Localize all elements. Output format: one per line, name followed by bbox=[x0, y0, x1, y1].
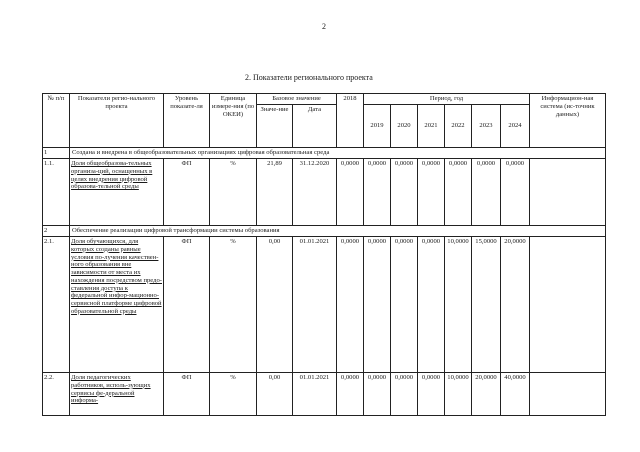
row-base-value: 0,00 bbox=[257, 373, 293, 416]
header-year-2021: 2021 bbox=[418, 105, 445, 148]
row-value-2020: 0,0000 bbox=[391, 159, 418, 226]
header-row-top bbox=[43, 94, 606, 105]
row-value-2024: 40,0000 bbox=[501, 373, 530, 416]
header-base-date: Дата bbox=[293, 105, 337, 148]
header-year-2019: 2019 bbox=[364, 105, 391, 148]
row-value-2019: 0,0000 bbox=[364, 373, 391, 416]
header-num: № п/п bbox=[43, 94, 70, 148]
row-value-2023: 15,0000 bbox=[472, 237, 501, 373]
row-value-2018: 0,0000 bbox=[337, 159, 364, 226]
section-title: 2. Показатели регионального проекта bbox=[245, 73, 373, 82]
row-value-2020: 0,0000 bbox=[391, 373, 418, 416]
row-unit: % bbox=[210, 237, 257, 373]
row-value-2023: 0,0000 bbox=[472, 159, 501, 226]
row-name: Доля обучающихся, для которых созданы равные условия по-лучения качествен-ного образования вне зависимости от места их нахождения посредством предо-ставления доступа к федеральной инфор-мационно-сервисной платформе цифровой образовательной среды bbox=[70, 237, 164, 373]
section-num: 1 bbox=[43, 148, 70, 159]
row-base-date: 31.12.2020 bbox=[293, 159, 337, 226]
row-unit: % bbox=[210, 373, 257, 416]
row-level: ФП bbox=[164, 373, 210, 416]
header-year-2024: 2024 bbox=[501, 105, 530, 148]
row-value-2018: 0,0000 bbox=[337, 237, 364, 373]
row-value-2019: 0,0000 bbox=[364, 159, 391, 226]
row-value-2019: 0,0000 bbox=[364, 237, 391, 373]
row-value-2024: 20,0000 bbox=[501, 237, 530, 373]
row-value-2023: 20,0000 bbox=[472, 373, 501, 416]
header-level: Уровень показате-ля bbox=[164, 94, 210, 148]
row-num: 2.2. bbox=[43, 373, 70, 416]
row-num: 2.1. bbox=[43, 237, 70, 373]
header-year-2018: 2018 bbox=[337, 94, 364, 148]
row-base-date: 01.01.2021 bbox=[293, 373, 337, 416]
row-info bbox=[530, 373, 606, 416]
header-base: Базовое значение bbox=[257, 94, 337, 105]
row-name: Доля педагогических работников, исполь-зующих сервисы фе-деральной информа- bbox=[70, 373, 164, 416]
row-value-2021: 0,0000 bbox=[418, 373, 445, 416]
header-period: Период, год bbox=[364, 94, 530, 105]
row-value-2021: 0,0000 bbox=[418, 237, 445, 373]
row-value-2022: 10,0000 bbox=[445, 373, 472, 416]
section-row bbox=[43, 226, 606, 237]
row-value-2024: 0,0000 bbox=[501, 159, 530, 226]
row-value-2022: 10,0000 bbox=[445, 237, 472, 373]
header-base-value: Значе-ние bbox=[257, 105, 293, 148]
row-base-value: 21,89 bbox=[257, 159, 293, 226]
row-name: Доля общеобразова-тельных организа-ций, оснащенных в целях внедрения цифровой образова-тельной среды bbox=[70, 159, 164, 226]
indicators-table bbox=[42, 93, 606, 416]
header-year-2022: 2022 bbox=[445, 105, 472, 148]
section-title-cell: Создана и внедрена в общеобразовательных организациях цифровая образовательная среда bbox=[70, 148, 606, 159]
page-number: 2 bbox=[322, 22, 326, 31]
row-level: ФП bbox=[164, 237, 210, 373]
row-value-2020: 0,0000 bbox=[391, 237, 418, 373]
row-info bbox=[530, 237, 606, 373]
section-title-cell: Обеспечение реализации цифровой трансформации системы образования bbox=[70, 226, 606, 237]
row-level: ФП bbox=[164, 159, 210, 226]
header-info: Информацион-ная система (ис-точник данных) bbox=[530, 94, 606, 148]
row-value-2021: 0,0000 bbox=[418, 159, 445, 226]
table-row bbox=[43, 159, 606, 226]
header-unit: Единица измере-ния (по ОКЕИ) bbox=[210, 94, 257, 148]
header-year-2020: 2020 bbox=[391, 105, 418, 148]
section-num: 2 bbox=[43, 226, 70, 237]
row-value-2022: 0,0000 bbox=[445, 159, 472, 226]
row-unit: % bbox=[210, 159, 257, 226]
row-num: 1.1. bbox=[43, 159, 70, 226]
row-info bbox=[530, 159, 606, 226]
row-base-value: 0,00 bbox=[257, 237, 293, 373]
row-base-date: 01.01.2021 bbox=[293, 237, 337, 373]
section-row bbox=[43, 148, 606, 159]
header-year-2023: 2023 bbox=[472, 105, 501, 148]
row-value-2018: 0,0000 bbox=[337, 373, 364, 416]
table-row bbox=[43, 237, 606, 373]
header-name: Показатели регио-нального проекта bbox=[70, 94, 164, 148]
table-row bbox=[43, 373, 606, 416]
